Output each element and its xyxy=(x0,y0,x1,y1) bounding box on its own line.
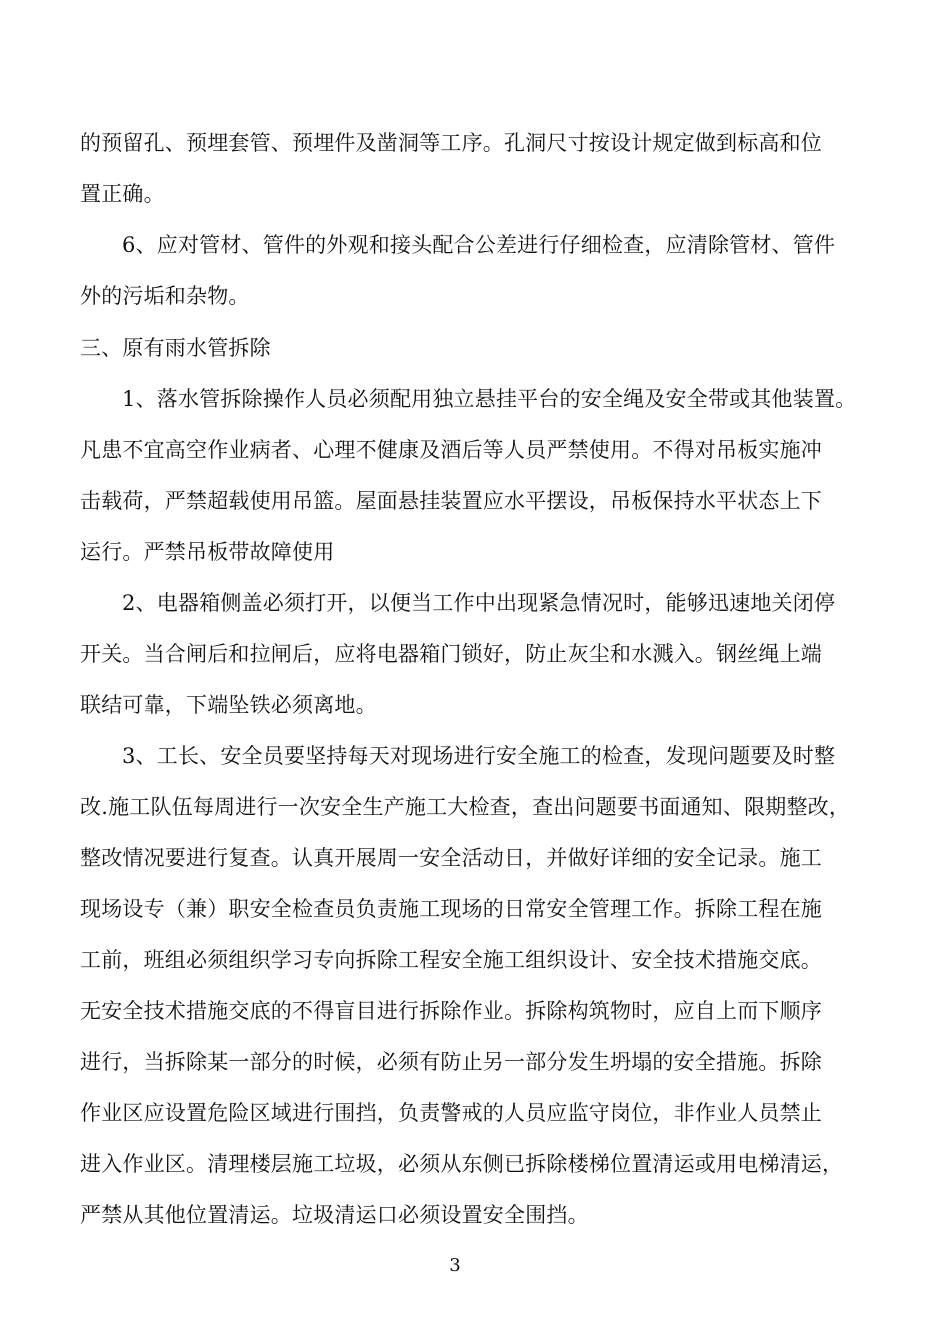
text-line: 置正确。 xyxy=(80,182,165,206)
text-line: 整改情况要进行复查。认真开展周一安全活动日，并做好详细的安全记录。施工 xyxy=(80,846,822,870)
text-line: 严禁从其他位置清运。垃圾清运口必须设置安全围挡。 xyxy=(80,1203,589,1227)
text-line: 凡患不宜高空作业病者、心理不健康及酒后等人员严禁使用。不得对吊板实施冲 xyxy=(80,438,822,462)
text-line: 进行，当拆除某一部分的时候，必须有防止另一部分发生坍塌的安全措施。拆除 xyxy=(80,1050,822,1074)
text-line: 的预留孔、预埋套管、预埋件及凿洞等工序。孔洞尺寸按设计规定做到标高和位 xyxy=(80,131,822,155)
text-line: 1、落水管拆除操作人员必须配用独立悬挂平台的安全绳及安全带或其他装置。 xyxy=(122,387,857,411)
text-line: 6、应对管材、管件的外观和接头配合公差进行仔细检查，应清除管材、管件 xyxy=(122,233,836,257)
text-line: 2、电器箱侧盖必须打开，以便当工作中出现紧急情况时，能够迅速地关闭停 xyxy=(122,591,836,615)
text-line: 现场设专（兼）职安全检查员负责施工现场的日常安全管理工作。拆除工程在施 xyxy=(80,897,822,921)
text-line: 联结可靠，下端坠铁必须离地。 xyxy=(80,693,377,717)
text-line: 击载荷，严禁超载使用吊篮。屋面悬挂装置应水平摆设，吊板保持水平状态上下 xyxy=(80,489,822,513)
text-line: 外的污垢和杂物。 xyxy=(80,284,250,308)
text-line: 开关。当合闸后和拉闸后，应将电器箱门锁好，防止灰尘和水溅入。钢丝绳上端 xyxy=(80,642,822,666)
text-line: 工前，班组必须组织学习专向拆除工程安全施工组织设计、安全技术措施交底。 xyxy=(80,948,822,972)
page-number: 3 xyxy=(449,1255,461,1276)
section-heading: 三、原有雨水管拆除 xyxy=(80,336,271,360)
text-line: 作业区应设置危险区域进行围挡，负责警戒的人员应监守岗位，非作业人员禁止 xyxy=(80,1101,822,1125)
text-line: 3、工长、安全员要坚持每天对现场进行安全施工的检查，发现问题要及时整 xyxy=(122,744,836,768)
text-line: 改.施工队伍每周进行一次安全生产施工大检查，查出问题要书面通知、限期整改， xyxy=(80,795,851,819)
text-line: 运行。严禁吊板带故障使用 xyxy=(80,540,335,564)
text-line: 无安全技术措施交底的不得盲目进行拆除作业。拆除构筑物时，应自上而下顺序 xyxy=(80,999,822,1023)
text-line: 进入作业区。清理楼层施工垃圾，必须从东侧已拆除楼梯位置清运或用电梯清运， xyxy=(80,1152,844,1176)
